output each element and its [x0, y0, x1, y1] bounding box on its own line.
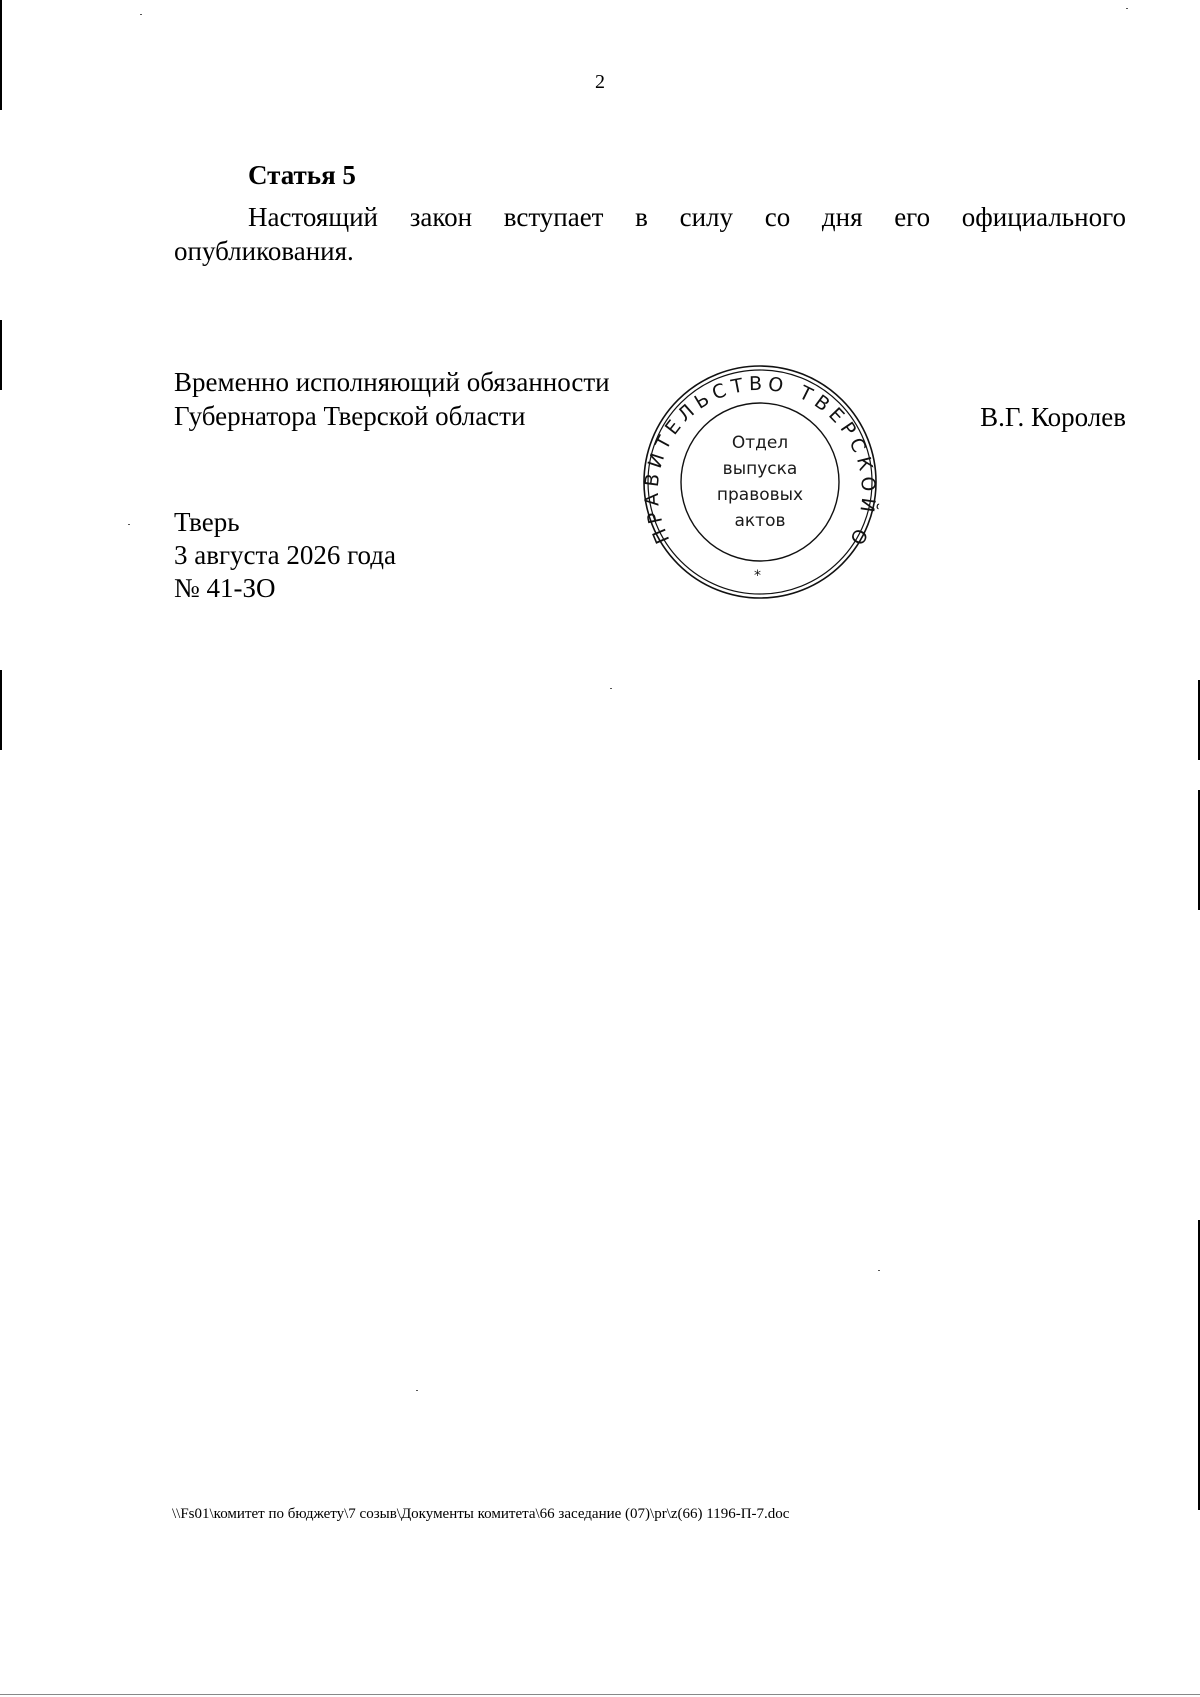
- scan-speck: [140, 14, 142, 15]
- signer-position-line-2: Губернатора Тверской области: [174, 401, 526, 431]
- article-word: Настоящий: [248, 202, 379, 232]
- article-word: вступает: [503, 202, 604, 232]
- article-body-line-1: [174, 200, 1126, 234]
- stamp-center-line: правовых: [716, 485, 804, 505]
- article-word: закон: [409, 202, 473, 232]
- article-body-line-2: опубликования.: [174, 236, 354, 266]
- scan-speck: [416, 1390, 418, 1391]
- page-number: 2: [595, 71, 605, 93]
- stamp-center-line: Отдел: [731, 433, 789, 453]
- scan-speck: [878, 1270, 880, 1271]
- article-body: [174, 200, 1126, 268]
- stamp-center-line: актов: [734, 511, 786, 531]
- signer-name: В.Г. Королев: [980, 402, 1126, 432]
- stamp-center-text: [640, 362, 880, 602]
- footer-file-path: \\Fs01\комитет по бюджету\7 созыв\Документы комитета\66 заседание (07)\pr\z(66) 1196-П-7.doc: [172, 1506, 790, 1522]
- law-date: 3 августа 2026 года: [174, 540, 396, 570]
- stamp-center-line: выпуска: [722, 459, 798, 479]
- official-stamp: [640, 362, 880, 602]
- stamp-ring-text: ПРАВИТЕЛЬСТВО ТВЕРСКОЙ О: [640, 372, 880, 553]
- scan-edge-mark: [0, 670, 2, 750]
- stamp-star: *: [754, 568, 761, 584]
- law-number: № 41-ЗО: [174, 573, 276, 603]
- scan-speck: [1126, 8, 1128, 9]
- scan-edge-mark: [0, 1694, 1200, 1695]
- signer-position: [174, 365, 610, 433]
- scan-speck: [128, 524, 130, 525]
- city: Тверь: [174, 507, 240, 537]
- signer-position-line-1: Временно исполняющий обязанности: [174, 367, 610, 397]
- article-word: силу: [679, 202, 734, 232]
- article-word: в: [635, 202, 648, 232]
- scan-speck: [610, 688, 612, 689]
- article-word: дня: [821, 202, 863, 232]
- place-date-block: [174, 506, 396, 605]
- article-word: официального: [961, 202, 1126, 232]
- article-heading: Статья 5: [248, 160, 356, 190]
- article-word: со: [764, 202, 791, 232]
- article-word: его: [894, 202, 931, 232]
- scan-edge-mark: [0, 320, 2, 390]
